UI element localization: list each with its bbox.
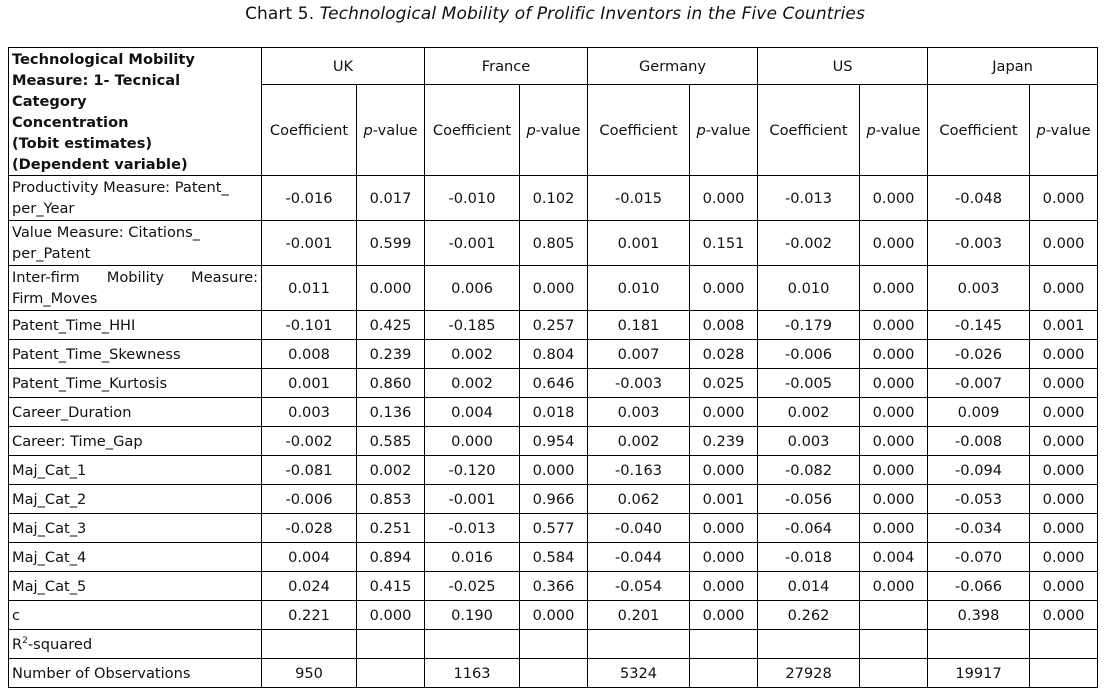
p-value-cell <box>1030 659 1098 688</box>
row-label: Patent_Time_HHI <box>9 311 262 340</box>
table-row <box>9 630 1098 659</box>
coefficient-cell: -0.054 <box>588 572 690 601</box>
coefficient-cell: -0.185 <box>425 311 520 340</box>
p-value-cell: 0.000 <box>1030 514 1098 543</box>
coefficient-cell: -0.002 <box>262 427 357 456</box>
p-value-cell: 0.000 <box>690 266 758 311</box>
p-value-header-p: p <box>363 121 373 139</box>
coefficient-cell: -0.006 <box>262 485 357 514</box>
p-value-cell <box>520 630 588 659</box>
p-value-cell: 0.000 <box>1030 485 1098 514</box>
table-row <box>9 601 1098 630</box>
p-value-cell <box>690 630 758 659</box>
coefficient-cell: -0.010 <box>425 176 520 221</box>
row-label: Maj_Cat_4 <box>9 543 262 572</box>
p-value-cell <box>520 659 588 688</box>
p-value-cell: 0.000 <box>690 543 758 572</box>
table-row <box>9 176 1098 221</box>
coefficient-cell: 0.002 <box>425 340 520 369</box>
p-value-cell: 0.000 <box>1030 601 1098 630</box>
country-header-uk: UK <box>262 48 425 85</box>
row-label: Patent_Time_Skewness <box>9 340 262 369</box>
coefficient-cell: -0.048 <box>928 176 1030 221</box>
coefficient-header: Coefficient <box>758 85 860 176</box>
p-value-cell: 0.000 <box>860 266 928 311</box>
row-label: Career_Duration <box>9 398 262 427</box>
coefficient-cell: 0.398 <box>928 601 1030 630</box>
p-value-cell: 0.805 <box>520 221 588 266</box>
p-value-cell <box>1030 630 1098 659</box>
p-value-cell: 0.000 <box>690 398 758 427</box>
coefficient-cell: -0.056 <box>758 485 860 514</box>
coefficient-header: Coefficient <box>928 85 1030 176</box>
coefficient-cell: 27928 <box>758 659 860 688</box>
table-row <box>9 514 1098 543</box>
p-value-cell: 0.018 <box>520 398 588 427</box>
p-value-cell: 0.000 <box>1030 427 1098 456</box>
table-row <box>9 369 1098 398</box>
coefficient-cell: -0.120 <box>425 456 520 485</box>
table-row <box>9 266 1098 311</box>
coefficient-cell: -0.101 <box>262 311 357 340</box>
corner-line: Measure: 1- Tecnical Category <box>12 72 181 110</box>
p-value-cell: 0.001 <box>690 485 758 514</box>
p-value-cell: 0.000 <box>1030 221 1098 266</box>
coefficient-cell: 0.062 <box>588 485 690 514</box>
coefficient-cell: 0.004 <box>262 543 357 572</box>
table-row <box>9 398 1098 427</box>
table-row <box>9 311 1098 340</box>
p-value-cell: 0.646 <box>520 369 588 398</box>
coefficient-cell: 0.001 <box>588 221 690 266</box>
p-value-header-suffix: -value <box>705 121 751 139</box>
p-value-cell: 0.257 <box>520 311 588 340</box>
country-header-germany: Germany <box>588 48 758 85</box>
row-label: Patent_Time_Kurtosis <box>9 369 262 398</box>
coefficient-cell: -0.006 <box>758 340 860 369</box>
table-row <box>9 543 1098 572</box>
header-corner <box>9 48 262 176</box>
coefficient-cell: -0.003 <box>928 221 1030 266</box>
p-value-cell: 0.102 <box>520 176 588 221</box>
p-value-cell <box>860 630 928 659</box>
coefficient-header: Coefficient <box>425 85 520 176</box>
row-label: c <box>9 601 262 630</box>
p-value-cell: 0.001 <box>1030 311 1098 340</box>
row-label: Maj_Cat_1 <box>9 456 262 485</box>
table-row <box>9 456 1098 485</box>
coefficient-cell: -0.044 <box>588 543 690 572</box>
p-value-header-p: p <box>866 121 876 139</box>
coefficient-cell: 0.009 <box>928 398 1030 427</box>
p-value-cell: 0.239 <box>690 427 758 456</box>
row-label: Career: Time_Gap <box>9 427 262 456</box>
coefficient-cell: 0.008 <box>262 340 357 369</box>
p-value-cell: 0.000 <box>860 456 928 485</box>
coefficient-cell: 0.011 <box>262 266 357 311</box>
p-value-cell: 0.000 <box>1030 340 1098 369</box>
p-value-cell: 0.000 <box>860 340 928 369</box>
corner-line: Concentration <box>12 114 129 131</box>
row-label: Maj_Cat_5 <box>9 572 262 601</box>
p-value-cell: 0.000 <box>860 514 928 543</box>
coefficient-cell: 0.262 <box>758 601 860 630</box>
coefficient-cell: 5324 <box>588 659 690 688</box>
row-label-prefix: R <box>12 635 23 653</box>
coefficient-cell: -0.053 <box>928 485 1030 514</box>
regression-table <box>8 47 1098 688</box>
chart-title <box>0 4 1110 24</box>
coefficient-cell <box>425 630 520 659</box>
p-value-cell: 0.415 <box>357 572 425 601</box>
p-value-cell: 0.000 <box>520 601 588 630</box>
coefficient-cell: 0.010 <box>758 266 860 311</box>
table-row <box>9 340 1098 369</box>
p-value-header-p: p <box>1036 121 1046 139</box>
coefficient-cell: 0.014 <box>758 572 860 601</box>
p-value-cell: 0.000 <box>1030 176 1098 221</box>
coefficient-cell: -0.018 <box>758 543 860 572</box>
coefficient-cell: 0.006 <box>425 266 520 311</box>
coefficient-cell: 0.190 <box>425 601 520 630</box>
coefficient-cell <box>758 630 860 659</box>
p-value-cell: 0.000 <box>1030 266 1098 311</box>
p-value-cell: 0.425 <box>357 311 425 340</box>
p-value-cell: 0.000 <box>520 266 588 311</box>
corner-line: (Tobit estimates) <box>12 135 153 152</box>
row-label-suffix: -squared <box>27 635 93 653</box>
coefficient-cell: -0.015 <box>588 176 690 221</box>
p-value-cell: 0.577 <box>520 514 588 543</box>
p-value-cell: 0.000 <box>860 176 928 221</box>
p-value-cell: 0.000 <box>860 311 928 340</box>
p-value-cell <box>357 630 425 659</box>
coefficient-header: Coefficient <box>262 85 357 176</box>
p-value-cell: 0.000 <box>690 456 758 485</box>
p-value-cell: 0.028 <box>690 340 758 369</box>
coefficient-cell: -0.008 <box>928 427 1030 456</box>
coefficient-cell: -0.016 <box>262 176 357 221</box>
p-value-cell: 0.366 <box>520 572 588 601</box>
coefficient-cell: -0.081 <box>262 456 357 485</box>
p-value-cell: 0.000 <box>860 427 928 456</box>
p-value-cell: 0.000 <box>690 176 758 221</box>
title-text: Technological Mobility of Prolific Inventors in the Five Countries <box>319 4 865 24</box>
p-value-cell: 0.239 <box>357 340 425 369</box>
coefficient-cell: 1163 <box>425 659 520 688</box>
p-value-cell: 0.000 <box>1030 572 1098 601</box>
coefficient-cell <box>928 630 1030 659</box>
row-label: Value Measure: Citations_ per_Patent <box>9 221 262 266</box>
p-value-cell: 0.000 <box>860 369 928 398</box>
p-value-header <box>1030 85 1098 176</box>
coefficient-cell: 950 <box>262 659 357 688</box>
row-label-superscript: 2 <box>22 635 28 646</box>
coefficient-cell <box>588 630 690 659</box>
row-label: Maj_Cat_3 <box>9 514 262 543</box>
p-value-header <box>690 85 758 176</box>
coefficient-cell: -0.082 <box>758 456 860 485</box>
p-value-cell: 0.894 <box>357 543 425 572</box>
p-value-cell: 0.000 <box>1030 543 1098 572</box>
p-value-cell: 0.599 <box>357 221 425 266</box>
coefficient-cell: -0.066 <box>928 572 1030 601</box>
coefficient-cell: -0.005 <box>758 369 860 398</box>
p-value-header-suffix: -value <box>875 121 921 139</box>
coefficient-cell: 0.003 <box>588 398 690 427</box>
row-label: Inter-firm Mobility Measure: Firm_Moves <box>9 266 262 311</box>
coefficient-cell: -0.002 <box>758 221 860 266</box>
p-value-cell: 0.008 <box>690 311 758 340</box>
p-value-cell: 0.002 <box>357 456 425 485</box>
p-value-cell: 0.000 <box>860 572 928 601</box>
p-value-cell: 0.251 <box>357 514 425 543</box>
coefficient-cell: 0.024 <box>262 572 357 601</box>
p-value-cell: 0.954 <box>520 427 588 456</box>
p-value-cell: 0.000 <box>1030 398 1098 427</box>
coefficient-cell: 0.003 <box>758 427 860 456</box>
p-value-cell: 0.585 <box>357 427 425 456</box>
p-value-cell: 0.000 <box>1030 456 1098 485</box>
coefficient-cell: 19917 <box>928 659 1030 688</box>
coefficient-cell: -0.001 <box>425 485 520 514</box>
country-header-japan: Japan <box>928 48 1098 85</box>
p-value-header-suffix: -value <box>1045 121 1091 139</box>
row-label: Maj_Cat_2 <box>9 485 262 514</box>
coefficient-cell: -0.026 <box>928 340 1030 369</box>
coefficient-header: Coefficient <box>588 85 690 176</box>
coefficient-cell: -0.040 <box>588 514 690 543</box>
p-value-header <box>357 85 425 176</box>
coefficient-cell: 0.002 <box>588 427 690 456</box>
corner-line: (Dependent variable) <box>12 156 188 173</box>
p-value-cell: 0.000 <box>520 456 588 485</box>
coefficient-cell: 0.181 <box>588 311 690 340</box>
table-row <box>9 427 1098 456</box>
p-value-cell: 0.151 <box>690 221 758 266</box>
p-value-cell: 0.860 <box>357 369 425 398</box>
coefficient-cell: 0.004 <box>425 398 520 427</box>
country-header-us: US <box>758 48 928 85</box>
coefficient-cell: 0.201 <box>588 601 690 630</box>
p-value-cell: 0.025 <box>690 369 758 398</box>
coefficient-cell: 0.221 <box>262 601 357 630</box>
p-value-header <box>520 85 588 176</box>
p-value-cell: 0.000 <box>860 485 928 514</box>
coefficient-cell: -0.001 <box>425 221 520 266</box>
p-value-cell: 0.000 <box>860 398 928 427</box>
coefficient-cell: -0.013 <box>425 514 520 543</box>
table-row <box>9 485 1098 514</box>
p-value-cell <box>357 659 425 688</box>
row-label: Number of Observations <box>9 659 262 688</box>
coefficient-cell: 0.000 <box>425 427 520 456</box>
coefficient-cell: -0.179 <box>758 311 860 340</box>
title-prefix: Chart 5. <box>245 4 315 24</box>
p-value-cell: 0.136 <box>357 398 425 427</box>
p-value-cell: 0.853 <box>357 485 425 514</box>
coefficient-cell: -0.013 <box>758 176 860 221</box>
coefficient-cell: -0.163 <box>588 456 690 485</box>
coefficient-cell: -0.001 <box>262 221 357 266</box>
p-value-header <box>860 85 928 176</box>
p-value-cell: 0.804 <box>520 340 588 369</box>
p-value-cell: 0.584 <box>520 543 588 572</box>
p-value-cell: 0.004 <box>860 543 928 572</box>
p-value-cell <box>860 659 928 688</box>
p-value-header-p: p <box>526 121 536 139</box>
coefficient-cell: -0.070 <box>928 543 1030 572</box>
coefficient-cell: -0.025 <box>425 572 520 601</box>
coefficient-cell: 0.001 <box>262 369 357 398</box>
coefficient-cell: 0.002 <box>758 398 860 427</box>
p-value-cell <box>690 659 758 688</box>
coefficient-cell: -0.034 <box>928 514 1030 543</box>
coefficient-cell: 0.016 <box>425 543 520 572</box>
p-value-cell: 0.000 <box>357 266 425 311</box>
p-value-cell: 0.000 <box>690 572 758 601</box>
coefficient-cell: -0.003 <box>588 369 690 398</box>
corner-line: Technological Mobility <box>12 51 195 68</box>
p-value-cell: 0.966 <box>520 485 588 514</box>
row-label: Productivity Measure: Patent_ per_Year <box>9 176 262 221</box>
p-value-header-suffix: -value <box>535 121 581 139</box>
p-value-cell: 0.000 <box>357 601 425 630</box>
coefficient-cell: 0.002 <box>425 369 520 398</box>
p-value-cell: 0.017 <box>357 176 425 221</box>
p-value-cell: 0.000 <box>690 601 758 630</box>
table-row <box>9 659 1098 688</box>
coefficient-cell <box>262 630 357 659</box>
table-row <box>9 221 1098 266</box>
coefficient-cell: 0.003 <box>928 266 1030 311</box>
coefficient-cell: -0.094 <box>928 456 1030 485</box>
coefficient-cell: 0.010 <box>588 266 690 311</box>
p-value-header-suffix: -value <box>372 121 418 139</box>
country-header-france: France <box>425 48 588 85</box>
p-value-cell <box>860 601 928 630</box>
table-row <box>9 572 1098 601</box>
coefficient-cell: -0.064 <box>758 514 860 543</box>
coefficient-cell: -0.145 <box>928 311 1030 340</box>
p-value-cell: 0.000 <box>1030 369 1098 398</box>
p-value-cell: 0.000 <box>690 514 758 543</box>
coefficient-cell: -0.028 <box>262 514 357 543</box>
p-value-header-p: p <box>696 121 706 139</box>
coefficient-cell: 0.003 <box>262 398 357 427</box>
row-label <box>9 630 262 659</box>
coefficient-cell: 0.007 <box>588 340 690 369</box>
coefficient-cell: -0.007 <box>928 369 1030 398</box>
p-value-cell: 0.000 <box>860 221 928 266</box>
